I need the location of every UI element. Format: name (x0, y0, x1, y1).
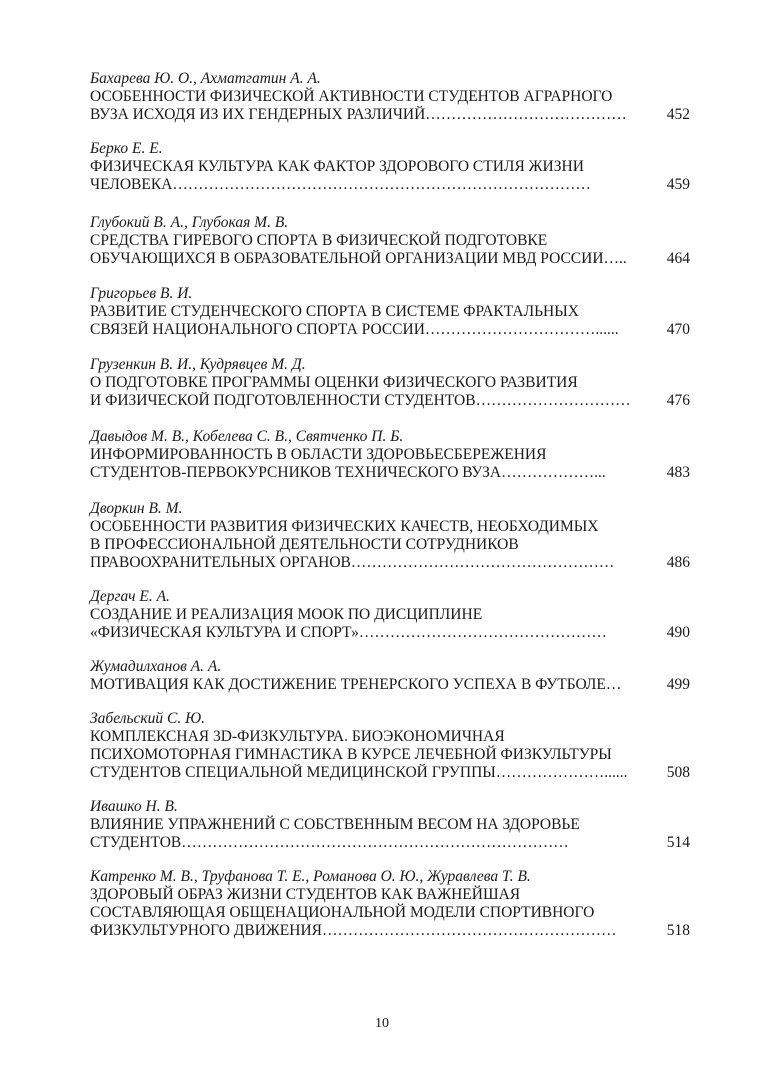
toc-page-number: 464 (666, 250, 690, 267)
toc-entry (90, 868, 690, 940)
toc-title-last-line (90, 250, 690, 268)
toc-authors: Глубокий В. А., Глубокая М. В. (90, 214, 289, 231)
toc-page-number: 483 (666, 464, 690, 481)
toc-authors: Дворкин В. М. (90, 500, 183, 517)
toc-entry (90, 214, 690, 268)
toc-authors: Ивашко Н. В. (90, 798, 178, 815)
toc-title-line: ОСОБЕННОСТИ ФИЗИЧЕСКОЙ АКТИВНОСТИ СТУДЕНТОВ АГРАРНОГО (90, 88, 613, 105)
toc-title-last-line (90, 834, 690, 852)
toc-title-line: СОСТАВЛЯЮЩАЯ ОБЩЕНАЦИОНАЛЬНОЙ МОДЕЛИ СПОРТИВНОГО (90, 904, 595, 921)
toc-entry (90, 428, 690, 482)
toc-title-last-line (90, 922, 690, 940)
toc-page-number: 514 (666, 834, 690, 851)
toc-entry (90, 70, 690, 124)
toc-title-last-line (90, 321, 690, 339)
toc-authors: Жумадилханов А. А. (90, 658, 222, 675)
toc-title-line: О ПОДГОТОВКЕ ПРОГРАММЫ ОЦЕНКИ ФИЗИЧЕСКОГО РАЗВИТИЯ (90, 374, 578, 391)
toc-title-text: СТУДЕНТОВ СПЕЦИАЛЬНОЙ МЕДИЦИНСКОЙ ГРУППЫ…………………...... (90, 764, 628, 781)
toc-title-line: КОМПЛЕКСНАЯ 3D-ФИЗКУЛЬТУРА. БИОЭКОНОМИЧНАЯ (90, 728, 505, 745)
toc-page-number: 470 (666, 321, 690, 338)
toc-authors: Давыдов М. В., Кобелева С. В., Святченко П. Б. (90, 428, 404, 445)
toc-title-line: ФИЗИЧЕСКАЯ КУЛЬТУРА КАК ФАКТОР ЗДОРОВОГО СТИЛЯ ЖИЗНИ (90, 158, 584, 175)
toc-title-last-line (90, 106, 690, 124)
toc-authors: Дергач Е. А. (90, 588, 170, 605)
toc-entry (90, 500, 690, 572)
page-number: 10 (375, 1016, 389, 1031)
toc-entry (90, 140, 690, 194)
toc-authors: Грузенкин В. И., Кудрявцев М. Д. (90, 356, 306, 373)
toc-title-line: В ПРОФЕССИОНАЛЬНОЙ ДЕЯТЕЛЬНОСТИ СОТРУДНИКОВ (90, 536, 519, 553)
toc-title-line: ЗДОРОВЫЙ ОБРАЗ ЖИЗНИ СТУДЕНТОВ КАК ВАЖНЕЙШАЯ (90, 886, 521, 903)
toc-title-last-line (90, 392, 690, 410)
toc-page-number: 452 (666, 106, 690, 123)
toc-title-last-line (90, 554, 690, 572)
toc-title-text: ЧЕЛОВЕКА……………………………………………………………………… (90, 176, 591, 193)
toc-page-number: 476 (666, 392, 690, 409)
toc-title-line: СОЗДАНИЕ И РЕАЛИЗАЦИЯ МООК ПО ДИСЦИПЛИНЕ (90, 606, 483, 623)
toc-authors: Берко Е. Е. (90, 140, 163, 157)
toc-title-text: ФИЗКУЛЬТУРНОГО ДВИЖЕНИЯ………………………………………………… (90, 922, 617, 939)
toc-title-line: СРЕДСТВА ГИРЕВОГО СПОРТА В ФИЗИЧЕСКОЙ ПОДГОТОВКЕ (90, 232, 548, 249)
toc-entry (90, 356, 690, 410)
toc-page-number: 459 (666, 176, 690, 193)
toc-title-last-line (90, 176, 690, 194)
toc-title-text: СВЯЗЕЙ НАЦИОНАЛЬНОГО СПОРТА РОССИИ……………………………...... (90, 321, 619, 338)
toc-title-line: ИНФОРМИРОВАННОСТЬ В ОБЛАСТИ ЗДОРОВЬЕСБЕРЕЖЕНИЯ (90, 446, 547, 463)
toc-title-last-line (90, 464, 690, 482)
toc-title-line: ОСОБЕННОСТИ РАЗВИТИЯ ФИЗИЧЕСКИХ КАЧЕСТВ, НЕОБХОДИМЫХ (90, 518, 599, 535)
toc-title-last-line (90, 764, 690, 782)
toc-title-line: РАЗВИТИЕ СТУДЕНЧЕСКОГО СПОРТА В СИСТЕМЕ ФРАКТАЛЬНЫХ (90, 303, 579, 320)
toc-page-number: 499 (666, 676, 690, 693)
toc-title-text: СТУДЕНТОВ-ПЕРВОКУРСНИКОВ ТЕХНИЧЕСКОГО ВУЗА………………... (90, 464, 606, 481)
toc-title-line: ВЛИЯНИЕ УПРАЖНЕНИЙ С СОБСТВЕННЫМ ВЕСОМ НА ЗДОРОВЬЕ (90, 816, 580, 833)
toc-title-text: И ФИЗИЧЕСКОЙ ПОДГОТОВЛЕННОСТИ СТУДЕНТОВ………………………… (90, 392, 631, 409)
toc-authors: Забельский С. Ю. (90, 710, 205, 727)
toc-page-number: 518 (666, 922, 690, 939)
toc-title-text: ПРАВООХРАНИТЕЛЬНЫХ ОРГАНОВ…………………………………………… (90, 554, 615, 571)
toc-title-last-line (90, 624, 690, 642)
toc-authors: Григорьев В. И. (90, 285, 193, 302)
toc-entry (90, 710, 690, 782)
toc-entry (90, 658, 690, 694)
toc-title-text: ОБУЧАЮЩИХСЯ В ОБРАЗОВАТЕЛЬНОЙ ОРГАНИЗАЦИИ МВД РОССИИ….. (90, 250, 627, 267)
toc-title-line: ПСИХОМОТОРНАЯ ГИМНАСТИКА В КУРСЕ ЛЕЧЕБНОЙ ФИЗКУЛЬТУРЫ (90, 746, 612, 763)
toc-title-text: ВУЗА ИСХОДЯ ИЗ ИХ ГЕНДЕРНЫХ РАЗЛИЧИЙ………………………………… (90, 106, 627, 123)
toc-page-number: 486 (666, 554, 690, 571)
toc-entry (90, 798, 690, 852)
toc-title-last-line (90, 676, 690, 694)
toc-entry (90, 285, 690, 339)
toc-entry (90, 588, 690, 642)
toc-page-number: 490 (666, 624, 690, 641)
toc-page-number: 508 (666, 764, 690, 781)
toc-title-text: МОТИВАЦИЯ КАК ДОСТИЖЕНИЕ ТРЕНЕРСКОГО УСПЕХА В ФУТБОЛЕ… (90, 676, 622, 693)
toc-authors: Катренко М. В., Труфанова Т. Е., Романова О. Ю., Журавлева Т. В. (90, 868, 531, 885)
toc-title-text: СТУДЕНТОВ………………………………………………………………… (90, 834, 569, 851)
toc-authors: Бахарева Ю. О., Ахматгатин А. А. (90, 70, 321, 87)
toc-title-text: «ФИЗИЧЕСКАЯ КУЛЬТУРА И СПОРТ»………………………………………… (90, 624, 607, 641)
